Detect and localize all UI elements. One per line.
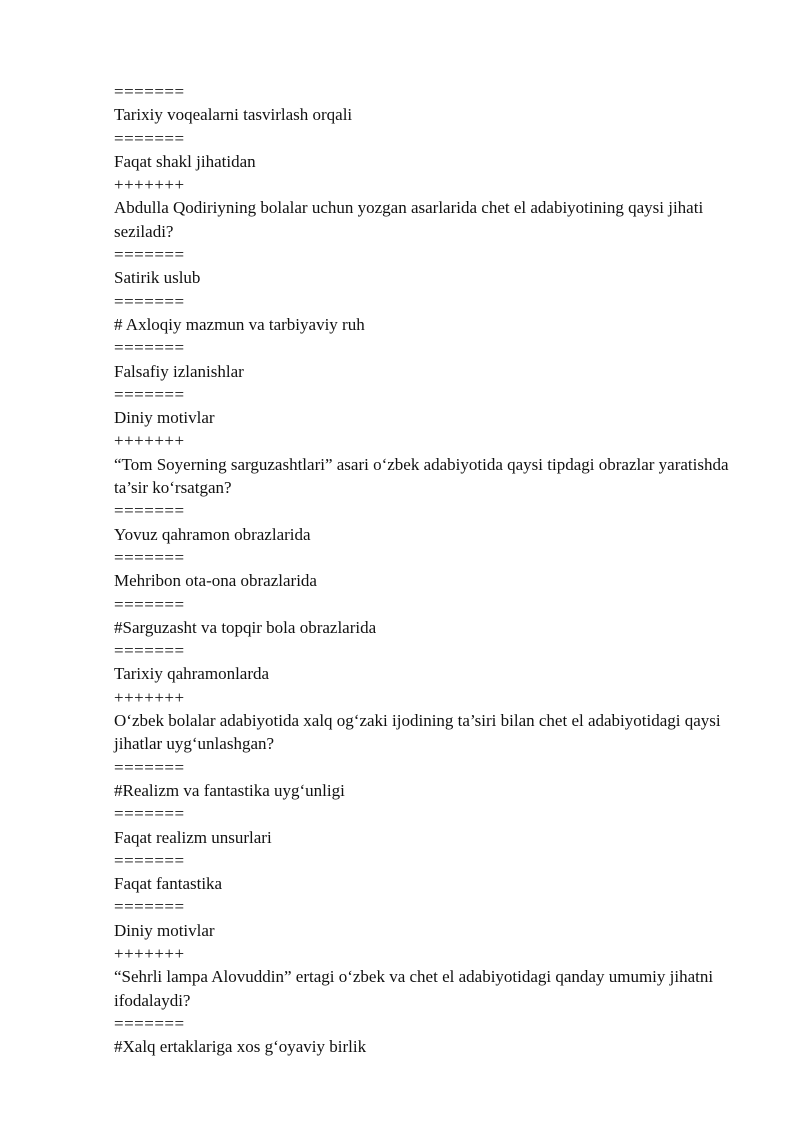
answer-option: Yovuz qahramon obrazlarida	[114, 524, 311, 544]
question-text: Abdulla Qodiriyning bolalar uchun yozgan asarlarida chet el adabiyotining qaysi jihati seziladi?	[114, 198, 708, 241]
answer-option: Satirik uslub	[114, 268, 201, 288]
separator-line: =======	[114, 594, 185, 614]
separator-line: =======	[114, 82, 185, 101]
separator-line: =======	[114, 547, 185, 567]
answer-option: Mehribon ota-ona obrazlarida	[114, 571, 317, 591]
answer-option: # Axloqiy mazmun va tarbiyaviy ruh	[114, 314, 365, 334]
separator-line: =======	[114, 384, 185, 404]
separator-line: =======	[114, 128, 185, 148]
separator-line: =======	[114, 501, 185, 521]
question-marker-line: +++++++	[114, 175, 185, 195]
separator-line: =======	[114, 245, 185, 265]
question-text: O‘zbek bolalar adabiyotida xalq og‘zaki ijodining ta’siri bilan chet el adabiyotidagi qaysi jihatlar uyg‘unlashgan?	[114, 711, 725, 754]
document-page	[114, 80, 754, 1058]
separator-line: =======	[114, 291, 185, 311]
question-marker-line: +++++++	[114, 687, 185, 707]
separator-line: =======	[114, 897, 185, 917]
answer-option: Falsafiy izlanishlar	[114, 361, 244, 381]
answer-option: #Sarguzasht va topqir bola obrazlarida	[114, 617, 377, 637]
question-text: “Sehrli lampa Alovuddin” ertagi o‘zbek va chet el adabiyotidagi qanday umumiy jihatni ifodalaydi?	[114, 967, 718, 1010]
separator-line: =======	[114, 641, 185, 661]
answer-option: #Realizm va fantastika uyg‘unligi	[114, 780, 345, 800]
separator-line: =======	[114, 757, 185, 777]
separator-line: =======	[114, 804, 185, 824]
question-text: “Tom Soyerning sarguzashtlari” asari o‘zbek adabiyotida qaysi tipdagi obrazlar yaratishda ta’sir ko‘rsatgan?	[114, 454, 733, 498]
answer-option: Diniy motivlar	[114, 408, 215, 428]
separator-line: =======	[114, 850, 185, 870]
answer-option: Faqat shakl jihatidan	[114, 151, 256, 171]
question-marker-line: +++++++	[114, 943, 185, 963]
answer-option: Diniy motivlar	[114, 920, 215, 940]
answer-option: Tarixiy qahramonlarda	[114, 664, 270, 684]
question-marker-line: +++++++	[114, 431, 185, 451]
answer-option: Faqat fantastika	[114, 874, 223, 894]
separator-line: =======	[114, 338, 185, 358]
answer-option: Faqat realizm unsurlari	[114, 827, 272, 847]
answer-option: Tarixiy voqealarni tasvirlash orqali	[114, 105, 353, 125]
answer-option: #Xalq ertaklariga xos g‘oyaviy birlik	[114, 1037, 367, 1057]
separator-line: =======	[114, 1013, 185, 1033]
